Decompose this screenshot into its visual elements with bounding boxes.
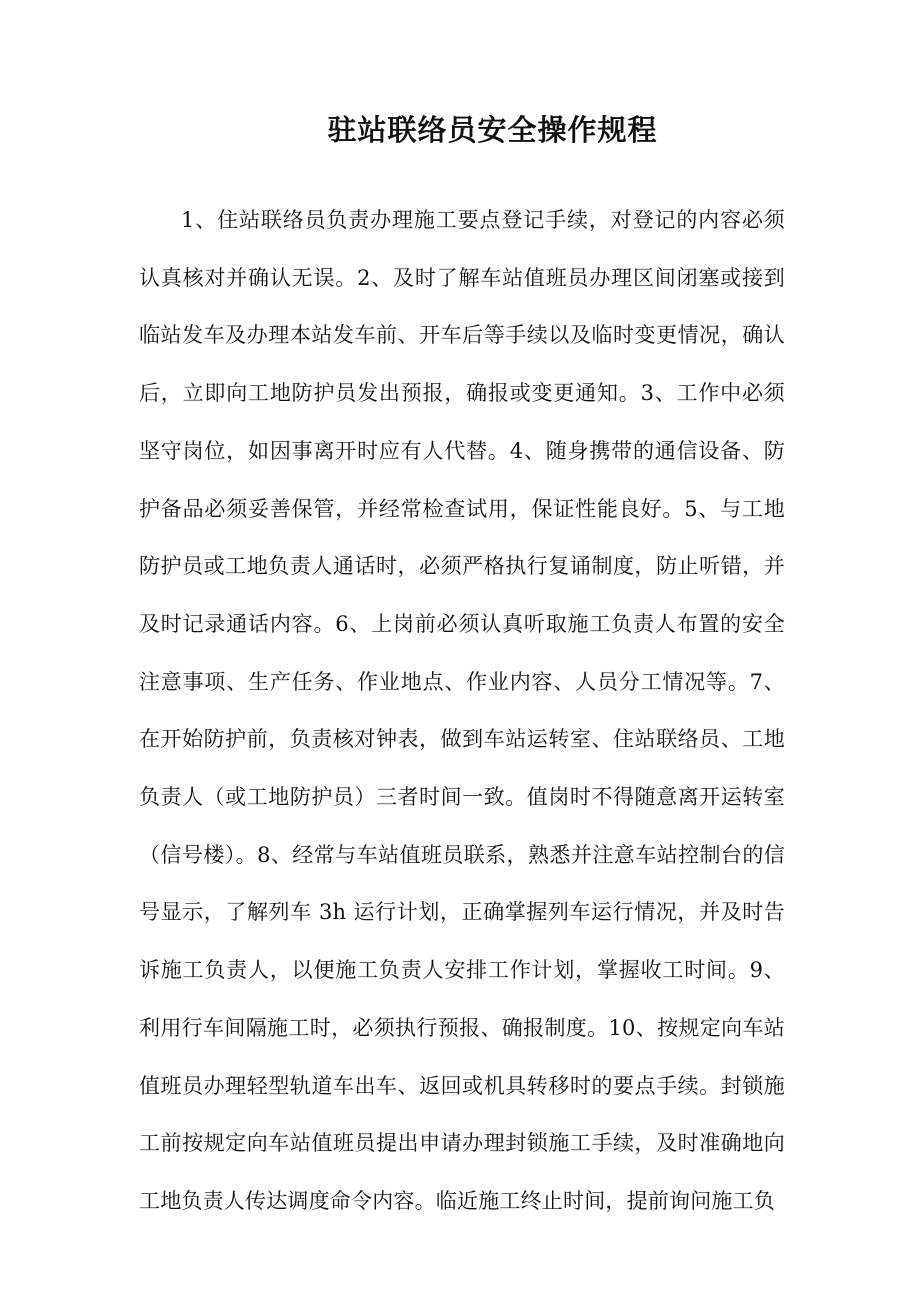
document-title: 驻站联络员安全操作规程 bbox=[327, 113, 658, 147]
document-body-paragraph: 1、住站联络员负责办理施工要点登记手续，对登记的内容必须认真核对并确认无误。2、及时了解车站值班员办理区间闭塞或接到临站发车及办理本站发车前、开车后等手续以及临时变更情况，确认后，立即向工地防护员发出预报，确报或变更通知。3、工作中必须坚守岗位，如因事离开时应有人代替。4、随身携带的通信设备、防护备品必须妥善保管，并经常检查试用，保证性能良好。5、与工地防护员或工地负责人通话时，必须严格执行复诵制度，防止听错，并及时记录通话内容。6、上岗前必须认真听取施工负责人布置的安全注意事项、生产任务、作业地点、作业内容、人员分工情况等。7、在开始防护前，负责核对钟表，做到车站运转室、住站联络员、工地负责人（或工地防护员）三者时间一致。值岗时不得随意离开运转室（信号楼）。8、经常与车站值班员联系，熟悉并注意车站控制台的信号显示，了解列车 3h 运行计划，正确掌握列车运行情况，并及时告诉施工负责人，以便施工负责人安排工作计划，掌握收工时间。9、利用行车间隔施工时，必须执行预报、确报制度。10、按规定向车站值班员办理轻型轨道车出车、返回或机具转移时的要点手续。封锁施工前按规定向车站值班员提出申请办理封锁施工手续，及时准确地向工地负责人传达调度命令内容。临近施工终止时间，提前询问施工负 bbox=[139, 208, 785, 1213]
